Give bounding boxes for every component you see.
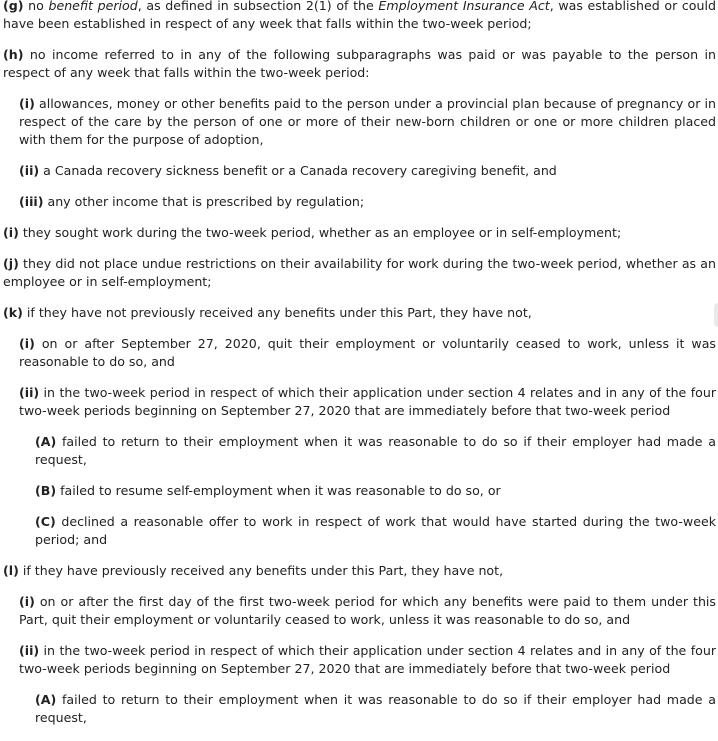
clause-label: (C) — [35, 514, 56, 529]
subparagraph-label: (i) — [19, 594, 35, 609]
paragraph-label: (h) — [3, 47, 24, 62]
subparagraph-l-i — [19, 593, 716, 629]
clause-text: declined a reasonable offer to work in respect of work that would have started during the two-week period; and — [35, 514, 716, 547]
subparagraph-label: (i) — [19, 96, 35, 111]
paragraph-k — [3, 304, 716, 322]
paragraph-text: , as defined in subsection 2(1) of the — [137, 0, 379, 13]
subparagraph-h-ii — [19, 162, 716, 180]
subparagraph-label: (ii) — [19, 643, 40, 658]
paragraph-text: if they have previously received any benefits under this Part, they have not, — [18, 563, 504, 578]
clause-k-ii-a — [35, 433, 716, 469]
paragraph-j — [3, 255, 716, 291]
paragraph-text: no — [23, 0, 49, 13]
subparagraph-text: a Canada recovery sickness benefit or a Canada recovery caregiving benefit, and — [39, 163, 557, 178]
clause-l-ii-a — [35, 691, 716, 727]
paragraph-l — [3, 562, 716, 580]
paragraph-g — [3, 0, 716, 33]
subparagraph-text: allowances, money or other benefits paid to the person under a provincial plan because of pregnancy or in respect of the care by the person of one or more of their new-born children or one or more children placed with them for the purpose of adoption, — [19, 96, 716, 147]
paragraph-label: (i) — [3, 225, 19, 240]
subparagraph-text: in the two-week period in respect of which their application under section 4 relates and in any of the four two-week periods beginning on September 27, 2020 that are immediately before that two-week period — [19, 385, 716, 418]
clause-label: (A) — [35, 692, 57, 707]
clause-label: (A) — [35, 434, 57, 449]
clause-text: failed to resume self-employment when it was reasonable to do so, or — [56, 483, 501, 498]
paragraph-label: (l) — [3, 563, 19, 578]
clause-text: failed to return to their employment when it was reasonable to do so if their employer had made a request, — [35, 692, 716, 725]
paragraph-label: (g) — [3, 0, 24, 13]
paragraph-h — [3, 46, 716, 82]
subparagraph-h-i — [19, 95, 716, 149]
paragraph-label: (j) — [3, 256, 19, 271]
paragraph-text: , was established or could have been established in respect of any week that falls within the two-week period; — [3, 0, 716, 31]
clause-k-ii-c — [35, 513, 716, 549]
subparagraph-text: in the two-week period in respect of which their application under section 4 relates and in any of the four two-week periods beginning on September 27, 2020 that are immediately before that two-week period — [19, 643, 716, 676]
subparagraph-label: (ii) — [19, 385, 40, 400]
subparagraph-k-ii — [19, 384, 716, 420]
subparagraph-label: (ii) — [19, 163, 40, 178]
subparagraph-text: on or after September 27, 2020, quit their employment or voluntarily ceased to work, unless it was reasonable to do so, and — [19, 336, 716, 369]
subparagraph-l-ii — [19, 642, 716, 678]
act-title: Employment Insurance Act — [378, 0, 550, 13]
paragraph-text: they did not place undue restrictions on their availability for work during the two-week period, whether as an employee or in self-employment; — [3, 256, 716, 289]
subparagraph-text: any other income that is prescribed by regulation; — [43, 194, 365, 209]
subparagraph-label: (iii) — [19, 194, 44, 209]
subparagraph-label: (i) — [19, 336, 35, 351]
paragraph-label: (k) — [3, 305, 23, 320]
clause-label: (B) — [35, 483, 57, 498]
paragraph-text: if they have not previously received any benefits under this Part, they have not, — [22, 305, 532, 320]
paragraph-text: no income referred to in any of the following subparagraphs was paid or was payable to the person in respect of any week that falls within the two-week period: — [3, 47, 716, 80]
paragraph-text: they sought work during the two-week period, whether as an employee or in self-employment; — [18, 225, 622, 240]
subparagraph-k-i — [19, 335, 716, 371]
defined-term: benefit period — [48, 0, 138, 13]
subparagraph-h-iii — [19, 193, 716, 211]
subparagraph-text: on or after the first day of the first two-week period for which any benefits were paid to them under this Part, quit their employment or voluntarily ceased to work, unless it was reasonable to do so, and — [19, 594, 716, 627]
clause-text: failed to return to their employment when it was reasonable to do so if their employer had made a request, — [35, 434, 716, 467]
paragraph-i — [3, 224, 716, 242]
clause-k-ii-b — [35, 482, 716, 500]
scrollbar-thumb[interactable] — [714, 303, 718, 327]
